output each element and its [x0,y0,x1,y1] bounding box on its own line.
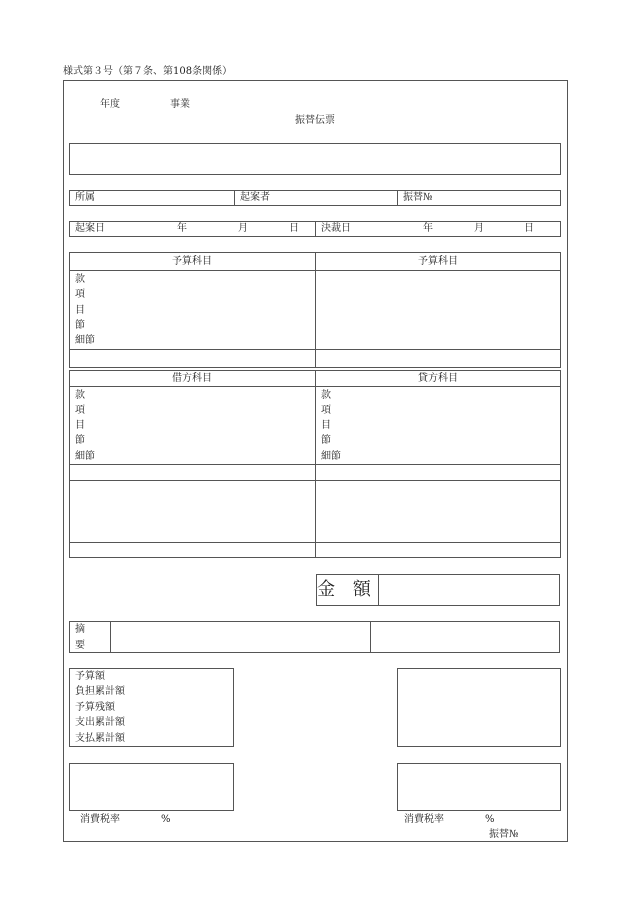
budget-item-kan: 款 [75,274,85,285]
tax-rate-left-label: 消費税率 [80,814,120,825]
payment-cumulative-label: 支払累計額 [75,733,125,744]
summary-label-1: 摘 [75,624,85,635]
credit-item-setsu: 節 [321,435,331,446]
draft-date-label: 起案日 [75,223,105,234]
fiscal-year-label: 年度 [100,99,120,110]
form-number: 様式第３号（第７条、第108条関係） [63,66,233,77]
amount-label: 金 額 [317,579,377,600]
divider [69,386,561,387]
divider [370,621,371,653]
budget-item-setsu: 節 [75,320,85,331]
budget-item-saisetsu: 細節 [75,335,95,346]
expenditure-cumulative-label: 支出累計額 [75,717,125,728]
tax-left-box[interactable] [69,763,234,811]
divider [378,574,379,606]
divider [315,221,316,237]
tax-rate-right-label: 消費税率 [404,814,444,825]
debit-item-kou: 項 [75,405,85,416]
divider [234,190,235,206]
budget-right-header: 予算科目 [418,256,458,267]
draft-day-label: 日 [289,223,299,234]
divider [69,480,561,481]
credit-item-moku: 目 [321,420,331,431]
divider [69,349,561,350]
budget-remaining-label: 予算残額 [75,702,115,713]
drafter-label: 起案者 [240,192,270,203]
debit-header: 借方科目 [172,373,212,384]
draft-year-label: 年 [177,223,187,234]
document-title: 振替伝票 [295,115,335,126]
debit-item-setsu: 節 [75,435,85,446]
debit-item-moku: 目 [75,420,85,431]
credit-item-kan: 款 [321,390,331,401]
transfer-no-label: 振替№ [403,192,433,203]
approval-year-label: 年 [423,223,433,234]
approval-date-label: 決裁日 [321,223,351,234]
burden-cumulative-label: 負担累計額 [75,686,125,697]
budget-item-kou: 項 [75,289,85,300]
divider [69,270,561,271]
summary-label-2: 要 [75,640,85,651]
divider [397,190,398,206]
budget-left-header: 予算科目 [172,256,212,267]
debit-item-kan: 款 [75,390,85,401]
divider [69,464,561,465]
debit-item-saisetsu: 細節 [75,451,95,462]
info-row [69,190,561,206]
divider [110,621,111,653]
stamp-box[interactable] [397,668,561,747]
affiliation-label: 所属 [75,192,95,203]
description-box[interactable] [69,143,561,175]
budget-item-moku: 目 [75,305,85,316]
approval-day-label: 日 [524,223,534,234]
credit-header: 貸方科目 [418,373,458,384]
tax-percent-right: % [485,814,495,825]
approval-month-label: 月 [474,223,484,234]
tax-right-box[interactable] [397,763,561,811]
credit-item-saisetsu: 細節 [321,451,341,462]
summary-box [69,621,560,653]
project-label: 事業 [170,99,190,110]
divider [69,542,561,543]
tax-percent-left: % [161,814,171,825]
footer-transfer-no: 振替№ [489,829,519,840]
budget-amount-label: 予算額 [75,671,105,682]
amount-value-field[interactable] [380,576,558,604]
credit-item-kou: 項 [321,405,331,416]
draft-month-label: 月 [238,223,248,234]
